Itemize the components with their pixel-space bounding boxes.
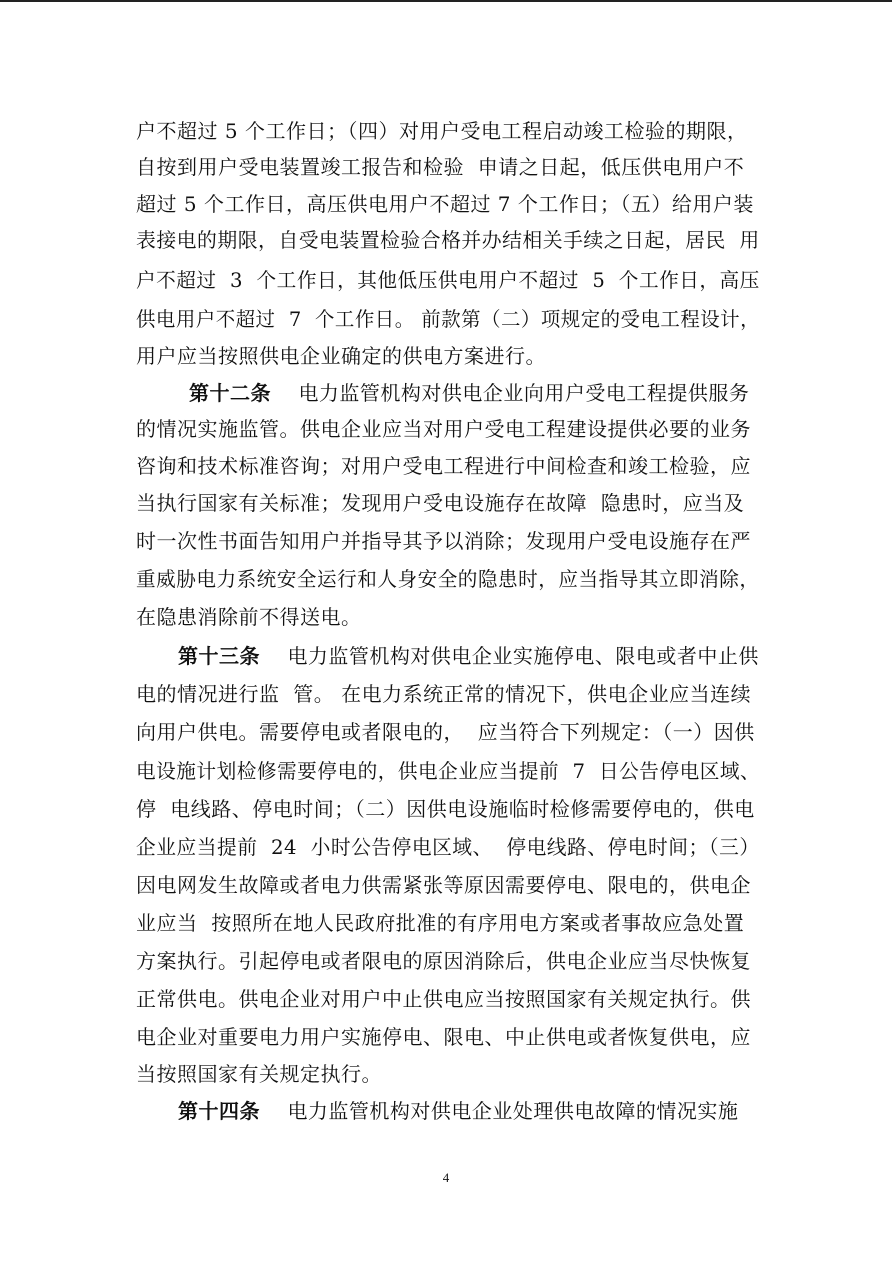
article-13-line-4: 电设施计划检修需要停电的，供电企业应当提前 7 日公告停电区域、	[136, 759, 761, 783]
paragraph-1-line-6: 供电用户不超过 7 个工作日。 前款第（二）项规定的受电工程设计，	[136, 307, 761, 331]
article-14-first-line	[178, 1093, 738, 1129]
article-12-line-1: 电力监管机构对供电企业向用户受电工程提供服务	[298, 381, 750, 405]
article-12-line-2: 的情况实施监管。供电企业应当对用户受电工程建设提供必要的业务	[136, 417, 751, 441]
article-14-heading: 第十四条	[178, 1099, 260, 1123]
article-13-line-6: 企业应当提前 24 小时公告停电区域、 停电线路、停电时间；（三）	[136, 835, 760, 859]
article-13-line-12: 当按照国家有关规定执行。	[136, 1062, 382, 1086]
article-12-line-6: 重威胁电力系统安全运行和人身安全的隐患时，应当指导其立即消除，	[136, 567, 760, 591]
paragraph-1-line-4: 表接电的期限，自受电装置检验合格并办结相关手续之日起，居民 用	[136, 228, 760, 252]
article-13-line-3: 向用户供电。需要停电或者限电的， 应当符合下列规定：（一）因供	[136, 720, 755, 744]
article-13-first-line	[178, 638, 759, 674]
paragraph-1-line-1: 户不超过 5 个工作日；（四）对用户受电工程启动竣工检验的期限，	[136, 119, 748, 143]
article-13-line-8: 业应当 按照所在地人民政府批准的有序用电方案或者事故应急处置	[136, 911, 745, 935]
paragraph-1-line-2: 自按到用户受电装置竣工报告和检验 申请之日起，低压供电用户不	[136, 155, 745, 179]
article-13-heading: 第十三条	[178, 644, 260, 668]
article-12-line-7: 在隐患消除前不得送电。	[136, 605, 362, 629]
article-12-line-4: 当执行国家有关标准；发现用户受电设施存在故障 隐患时，应当及	[136, 491, 745, 515]
article-13-line-9: 方案执行。引起停电或者限电的原因消除后，供电企业应当尽快恢复	[136, 949, 751, 973]
article-13-line-10: 正常供电。供电企业对用户中止供电应当按照国家有关规定执行。供	[136, 987, 751, 1011]
article-12-first-line	[189, 375, 749, 411]
article-13-line-7: 因电网发生故障或者电力供需紧张等原因需要停电、限电的，供电企	[136, 873, 751, 897]
page-number: 4	[442, 1170, 450, 1185]
article-13-line-1: 电力监管机构对供电企业实施停电、限电或者中止供	[287, 644, 759, 668]
article-12-line-5: 时一次性书面告知用户并指导其予以消除；发现用户受电设施存在严	[136, 529, 751, 553]
article-13-line-11: 电企业对重要电力用户实施停电、限电、中止供电或者恢复供电，应	[136, 1025, 751, 1049]
top-border-line	[0, 0, 892, 2]
article-14-line-1: 电力监管机构对供电企业处理供电故障的情况实施	[287, 1099, 739, 1123]
paragraph-1-line-3: 超过 5 个工作日，高压供电用户不超过 7 个工作日；（五）给用户装	[136, 192, 754, 216]
paragraph-1-line-7: 用户应当按照供电企业确定的供电方案进行。	[136, 344, 546, 368]
article-13-line-2: 电的情况进行监 管。 在电力系统正常的情况下，供电企业应当连续	[136, 682, 752, 706]
paragraph-1-line-5: 户不超过 3 个工作日，其他低压供电用户不超过 5 个工作日，高压	[136, 268, 760, 292]
article-12-line-3: 咨询和技术标准咨询；对用户受电工程进行中间检查和竣工检验，应	[136, 454, 751, 478]
article-13-line-5: 停 电线路、停电时间；（二）因供电设施临时检修需要停电的，供电	[136, 797, 755, 821]
article-12-heading: 第十二条	[189, 381, 271, 405]
